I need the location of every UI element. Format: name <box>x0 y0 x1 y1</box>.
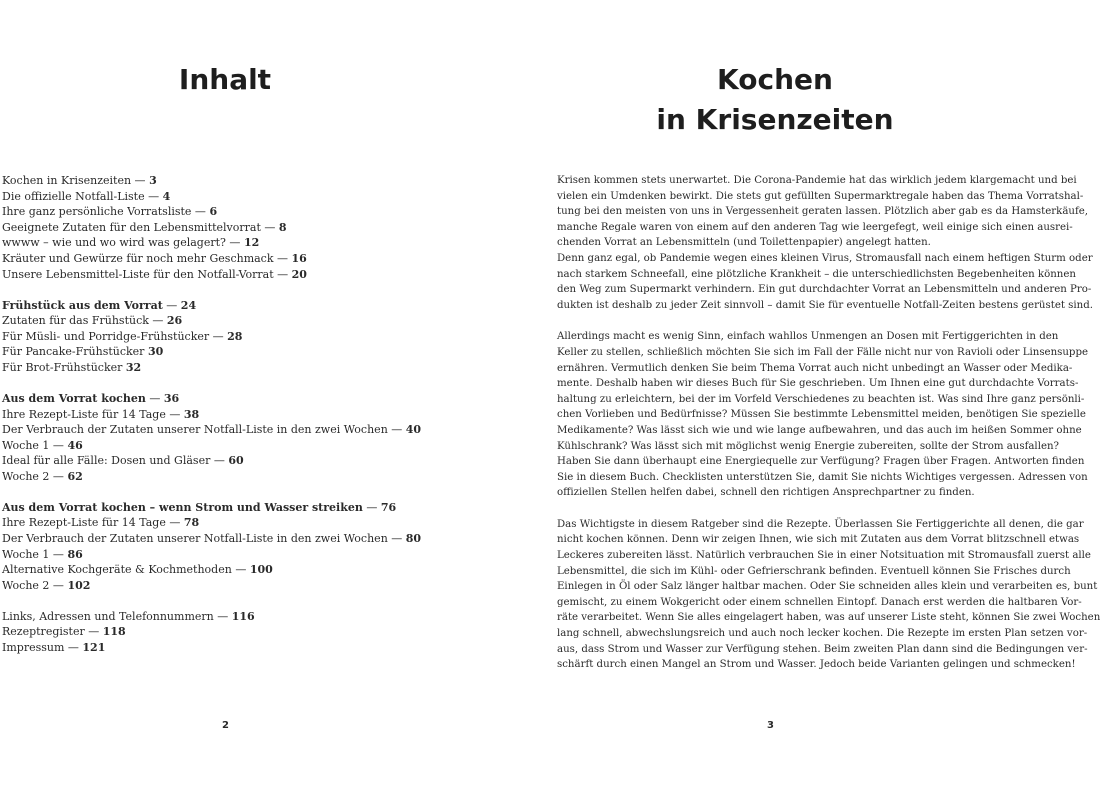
toc-entry-title: Woche 2 <box>2 469 50 483</box>
body-line: nicht kochen können. Denn wir zeigen Ihnen, wie sich mit Zutaten aus dem Vorrat blitzschnell etwas <box>557 534 1080 546</box>
body-line: Allerdings macht es wenig Sinn, einfach wahllos Unmengen an Dosen mit Fertiggerichten in den <box>557 331 1059 343</box>
toc-entry-title: Links, Adressen und Telefonnummern <box>2 609 214 623</box>
toc-entry-page: 118 <box>102 625 126 639</box>
toc-entry: Alternative Kochgeräte & Kochmethoden — 100 <box>2 563 273 577</box>
toc-entry: Frühstück aus dem Vorrat — 24 <box>2 298 197 312</box>
toc-entry: Ideal für alle Fälle: Dosen und Gläser — 60 <box>2 454 244 468</box>
left-page <box>0 0 450 800</box>
toc-entry-title: Geeignete Zutaten für den Lebensmittelvorrat <box>2 220 261 234</box>
toc-entry-title: Kochen in Krisenzeiten <box>2 174 132 187</box>
body-paragraph <box>557 329 1088 501</box>
toc-entry: Links, Adressen und Telefonnummern — 116 <box>2 609 255 623</box>
toc-entry-page: 40 <box>405 423 422 437</box>
toc-group <box>2 500 447 594</box>
toc-entry-title: Aus dem Vorrat kochen – wenn Strom und Wasser streiken <box>2 500 363 514</box>
toc-entry-page: 26 <box>166 314 183 328</box>
table-of-contents <box>2 173 447 671</box>
body-line: Das Wichtigste in diesem Ratgeber sind die Rezepte. Überlassen Sie Fertiggerichte all denen, die gar <box>557 518 1084 530</box>
body-line: Medikamente? Was lässt sich wie und wie lange aufbewahren, und das auch im heißen Sommer ohne <box>557 424 1082 436</box>
toc-entry: Woche 1 — 86 <box>2 547 83 561</box>
body-line: Krisen kommen stets unerwartet. Die Corona-Pandemie hat das wirklich jedem klargemacht und bei <box>557 175 1077 186</box>
toc-entry-page: 116 <box>231 609 255 623</box>
toc-entry-page: 46 <box>67 438 83 452</box>
toc-entry: Die offizielle Notfall-Liste — 4 <box>2 189 171 203</box>
chapter-title-line-1: Kochen <box>717 63 833 96</box>
toc-entry-page: 80 <box>405 532 422 546</box>
toc-entry-title: Rezeptregister <box>2 625 85 639</box>
body-line: chen Vorlieben und Bedürfnisse? Müssen Sie bestimmte Lebensmittel meiden, benötigen Sie spezielle <box>557 409 1086 421</box>
toc-entry-page: 62 <box>67 469 83 483</box>
toc-entry-title: Für Pancake-Frühstücker <box>2 345 145 359</box>
body-line: offiziellen Stellen helfen dabei, schnell den richtigen Ansprechpartner zu finden. <box>557 487 975 499</box>
toc-entry: Der Verbrauch der Zutaten unserer Notfall-Liste in den zwei Wochen — 40 <box>2 423 422 437</box>
page-number-right: 3 <box>767 720 774 731</box>
toc-title: Inhalt <box>178 63 272 96</box>
toc-entry: Impressum — 121 <box>2 641 106 654</box>
toc-entry-page: 36 <box>163 391 180 405</box>
body-paragraph <box>557 517 1100 673</box>
toc-entry: Kochen in Krisenzeiten — 3 <box>2 174 157 187</box>
chapter-title-line-2: in Krisenzeiten <box>656 103 894 136</box>
body-line: lang schnell, abwechslungsreich und auch noch lecker kochen. Die Rezepte im ersten Plan setzen vor- <box>557 628 1088 640</box>
toc-entry-page: 78 <box>183 516 200 530</box>
toc-entry: wwww – wie und wo wird was gelagert? — 12 <box>2 236 260 250</box>
body-line: manche Regale waren von einem auf den anderen Tag wie leergefegt, weil einige sich einen ausrei- <box>557 221 1073 233</box>
toc-entry: Ihre ganz persönliche Vorratsliste — 6 <box>2 205 218 219</box>
page-number-left: 2 <box>222 720 229 731</box>
chapter-title <box>545 60 1005 140</box>
toc-entry: Woche 2 — 62 <box>2 469 83 483</box>
body-line: ernähren. Vermutlich denken Sie beim Thema Vorrat auch nicht unbedingt an Wasser oder Medika- <box>557 362 1073 374</box>
toc-entry: Aus dem Vorrat kochen – wenn Strom und Wasser streiken — 76 <box>2 500 397 514</box>
toc-entry-page: 86 <box>67 547 83 561</box>
body-line: Leckeres zubereiten lässt. Natürlich verbrauchen Sie in einer Notsituation mit Stromausfall zuerst alle <box>557 550 1091 562</box>
toc-entry: Geeignete Zutaten für den Lebensmittelvorrat — 8 <box>2 220 287 234</box>
body-line: haltung zu erleichtern, bei der im Vorfeld Verschiedenes zu beachten ist. Was sind Ihre ganz persönli- <box>557 393 1085 405</box>
body-line: aus, dass Strom und Wasser zur Verfügung stehen. Beim zweiten Plan dann sind die Bedingungen ver- <box>557 643 1088 655</box>
toc-entry-page: 30 <box>147 345 164 359</box>
body-line: Denn ganz egal, ob Pandemie wegen eines kleinen Virus, Stromausfall nach einem heftigen Sturm oder <box>557 252 1093 264</box>
toc-entry-title: Impressum <box>2 641 65 654</box>
toc-entry-page: 100 <box>249 563 273 577</box>
right-page <box>545 0 1100 800</box>
toc-entry: Woche 2 — 102 <box>2 578 91 592</box>
toc-entry-title: Frühstück aus dem Vorrat <box>2 298 163 312</box>
toc-entry-title: wwww – wie und wo wird was gelagert? <box>2 236 226 250</box>
toc-entry: Woche 1 — 46 <box>2 438 83 452</box>
toc-entry: Rezeptregister — 118 <box>2 625 126 639</box>
body-line: gemischt, zu einem Wokgericht oder einem schnellen Eintopf. Danach erst werden die haltbaren Vor- <box>557 596 1082 608</box>
body-line: chenden Vorrat an Lebensmitteln (und Toilettenpapier) angelegt hatten. <box>557 237 931 249</box>
body-line: schärft durch einen Mangel an Strom und Wasser. Jedoch beide Varianten gelingen und schmecken! <box>557 659 1076 671</box>
toc-entry: Ihre Rezept-Liste für 14 Tage — 38 <box>2 407 200 421</box>
toc-entry-page: 60 <box>228 454 244 468</box>
toc-entry: Ihre Rezept-Liste für 14 Tage — 78 <box>2 516 200 530</box>
toc-entry-title: Aus dem Vorrat kochen <box>2 391 146 405</box>
toc-group <box>2 298 447 376</box>
body-line: Sie in diesem Buch. Checklisten unterstützen Sie, damit Sie nichts Wichtiges vergessen. Adressen von <box>557 471 1088 483</box>
toc-entry-page: 121 <box>82 641 106 654</box>
toc-entry-page: 24 <box>180 298 197 312</box>
toc-entry-title: Zutaten für das Frühstück <box>2 314 149 328</box>
toc-entry-title: Der Verbrauch der Zutaten unserer Notfall-Liste in den zwei Wochen <box>2 532 388 546</box>
toc-entry-title: Unsere Lebensmittel-Liste für den Notfall-Vorrat <box>2 267 274 281</box>
toc-entry-title: Für Müsli- und Porridge-Frühstücker <box>2 329 210 343</box>
body-line: räte verarbeitet. Wenn Sie alles eingelagert haben, was auf unserer Liste steht, können Sie zwei Wochen <box>557 612 1100 624</box>
toc-entry-page: 6 <box>209 205 218 219</box>
toc-entry-page: 16 <box>291 251 307 265</box>
toc-entry: Unsere Lebensmittel-Liste für den Notfall-Vorrat — 20 <box>2 267 307 281</box>
toc-entry-title: Die offizielle Notfall-Liste <box>2 189 145 203</box>
toc-entry-page: 12 <box>243 236 260 250</box>
toc-entry <box>2 344 447 360</box>
toc-entry-page: 3 <box>149 174 157 187</box>
toc-entry-page: 20 <box>291 267 307 281</box>
toc-entry-page: 28 <box>227 329 243 343</box>
toc-group <box>2 173 447 282</box>
body-line: tung bei den meisten von uns in Vergessenheit geraten lassen. Plötzlich aber gab es da Hamsterkäufe, <box>557 206 1089 218</box>
toc-entry-title: Ihre Rezept-Liste für 14 Tage <box>2 516 166 530</box>
toc-entry: Aus dem Vorrat kochen — 36 <box>2 391 180 405</box>
toc-entry-page: 76 <box>380 500 397 514</box>
toc-entry: Für Müsli- und Porridge-Frühstücker — 28 <box>2 329 243 343</box>
body-line: den Weg zum Supermarkt verhindern. Ein gut durchdachter Vorrat an Lebensmitteln und anderen Pro- <box>557 284 1092 296</box>
toc-group <box>2 609 447 656</box>
toc-entry <box>2 360 447 376</box>
toc-entry-page: 4 <box>162 189 171 203</box>
body-line: Einlegen in Öl oder Salz länger haltbar machen. Oder Sie schneiden alles klein und verarbeiten es, bunt <box>557 581 1098 593</box>
toc-entry-title: Woche 1 <box>2 547 50 561</box>
body-line: vielen ein Umdenken bewirkt. Die stets gut gefüllten Supermarktregale haben das Thema Vorratshal- <box>557 190 1084 202</box>
body-line: Haben Sie dann überhaupt eine Energiequelle zur Verfügung? Fragen über Fragen. Antworten finden <box>557 456 1085 468</box>
toc-entry-title: Ideal für alle Fälle: Dosen und Gläser <box>2 454 211 468</box>
toc-entry-title: Ihre ganz persönliche Vorratsliste <box>2 205 192 219</box>
toc-entry: Kräuter und Gewürze für noch mehr Geschmack — 16 <box>2 251 307 265</box>
toc-entry-page: 102 <box>67 578 91 592</box>
toc-entry-title: Woche 2 <box>2 578 50 592</box>
toc-entry-title: Ihre Rezept-Liste für 14 Tage <box>2 407 166 421</box>
toc-entry-title: Kräuter und Gewürze für noch mehr Geschmack <box>2 251 274 265</box>
body-line: Kühlschrank? Was lässt sich mit möglichst wenig Energie zubereiten, sollte der Strom ausfallen? <box>557 440 1060 452</box>
toc-entry-page: 32 <box>125 360 142 374</box>
body-line: Keller zu stellen, schließlich möchten Sie sich im Fall der Fälle nicht nur von Ravioli oder Linsensuppe <box>557 346 1088 358</box>
toc-group <box>2 391 447 485</box>
toc-entry-title: Der Verbrauch der Zutaten unserer Notfall-Liste in den zwei Wochen <box>2 423 388 437</box>
body-line: dukten ist deshalb zu jeder Zeit sinnvoll – damit Sie für eventuelle Notfall-Zeiten bestens gerüstet sind. <box>557 299 1093 311</box>
chapter-body <box>557 173 1100 689</box>
toc-entry: Zutaten für das Frühstück — 26 <box>2 314 183 328</box>
body-line: nach starkem Schneefall, eine plötzliche Krankheit – die unterschiedlichsten Begebenheiten können <box>557 268 1076 280</box>
toc-entry-title: Alternative Kochgeräte & Kochmethoden <box>2 563 232 577</box>
toc-entry-title: Für Brot-Frühstücker <box>2 360 123 374</box>
toc-entry-page: 38 <box>183 407 200 421</box>
body-line: mente. Deshalb haben wir dieses Buch für Sie geschrieben. Um Ihnen eine gut durchdachte Vorrats- <box>557 378 1079 390</box>
toc-entry-page: 8 <box>278 220 287 234</box>
toc-entry-title: Woche 1 <box>2 438 50 452</box>
body-paragraph <box>557 173 1093 313</box>
body-line: Lebensmittel, die sich im Kühl- oder Gefrierschrank befinden. Eventuell können Sie Frisches durch <box>557 565 1071 577</box>
toc-entry: Der Verbrauch der Zutaten unserer Notfall-Liste in den zwei Wochen — 80 <box>2 532 422 546</box>
